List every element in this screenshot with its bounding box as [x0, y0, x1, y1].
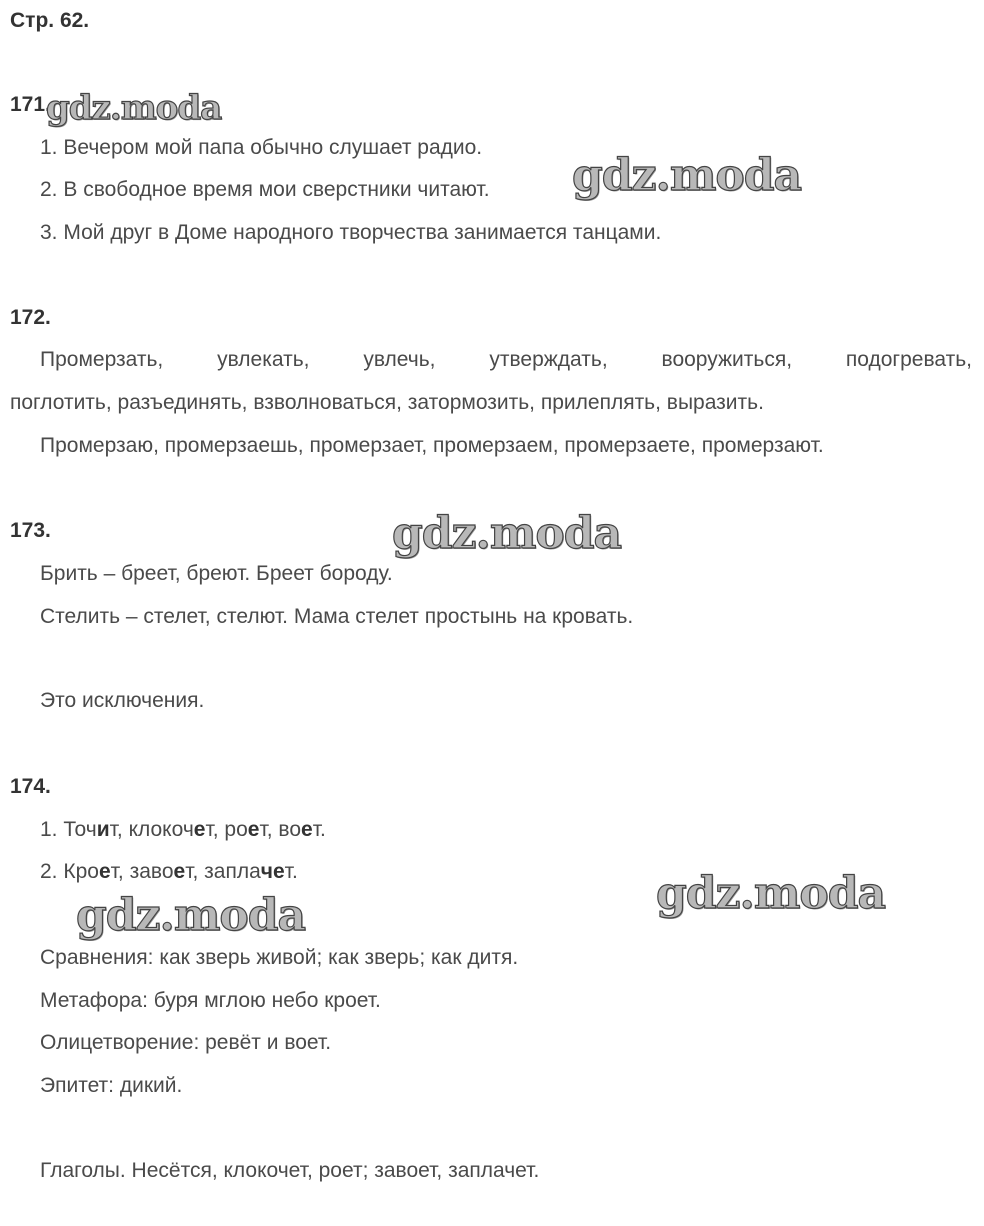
exercise-172-line-3: Промерзаю, промерзаешь, промерзает, промерзаем, промерзаете, промерзают.	[40, 434, 824, 457]
exercise-171-line-2: 2. В свободное время мои сверстники читают.	[40, 178, 490, 201]
watermark-logo: gdz.moda	[656, 868, 886, 919]
watermark-logo: gdz.moda	[572, 150, 802, 201]
word: утверждать,	[489, 348, 608, 371]
exercise-171-number: 171.	[10, 93, 51, 116]
exercise-172-line-2: поглотить, разъединять, взволноваться, затормозить, прилеплять, выразить.	[10, 391, 764, 414]
word: вооружиться,	[661, 348, 793, 371]
exercise-174-epithet: Эпитет: дикий.	[40, 1074, 183, 1097]
watermark-logo: gdz.moda	[76, 890, 306, 941]
exercise-172-number: 172.	[10, 306, 51, 329]
exercise-174-line-2: 2. Кроет, завоет, заплачет.	[40, 860, 298, 883]
exercise-174-comparisons: Сравнения: как зверь живой; как зверь; как дитя.	[40, 946, 519, 969]
exercise-172-line-1	[40, 347, 972, 373]
exercise-174-personification: Олицетворение: ревёт и воет.	[40, 1031, 332, 1054]
word: Промерзать,	[40, 348, 164, 371]
watermark-logo: gdz.moda	[392, 508, 622, 559]
exercise-173-line-1: Брить – бреет, бреют. Бреет бороду.	[40, 562, 393, 585]
word: подогревать,	[845, 348, 972, 371]
page-title: Стр. 62.	[10, 9, 90, 32]
exercise-174-number: 174.	[10, 775, 51, 798]
exercise-174-metaphor: Метафора: буря мглою небо кроет.	[40, 989, 381, 1012]
exercise-173-line-2: Стелить – стелет, стелют. Мама стелет простынь на кровать.	[40, 605, 634, 628]
exercise-174-line-1: 1. Точит, клокочет, роет, воет.	[40, 818, 326, 841]
word: увлекать,	[217, 348, 310, 371]
word: увлечь,	[363, 348, 436, 371]
watermark-logo: gdz.moda	[46, 88, 222, 128]
exercise-171-line-3: 3. Мой друг в Доме народного творчества занимается танцами.	[40, 221, 662, 244]
exercise-173-number: 173.	[10, 519, 51, 542]
exercise-171-line-1: 1. Вечером мой папа обычно слушает радио.	[40, 136, 483, 159]
exercise-174-verbs: Глаголы. Несётся, клокочет, роет; завоет, заплачет.	[40, 1159, 540, 1182]
exercise-173-note: Это исключения.	[40, 689, 205, 712]
